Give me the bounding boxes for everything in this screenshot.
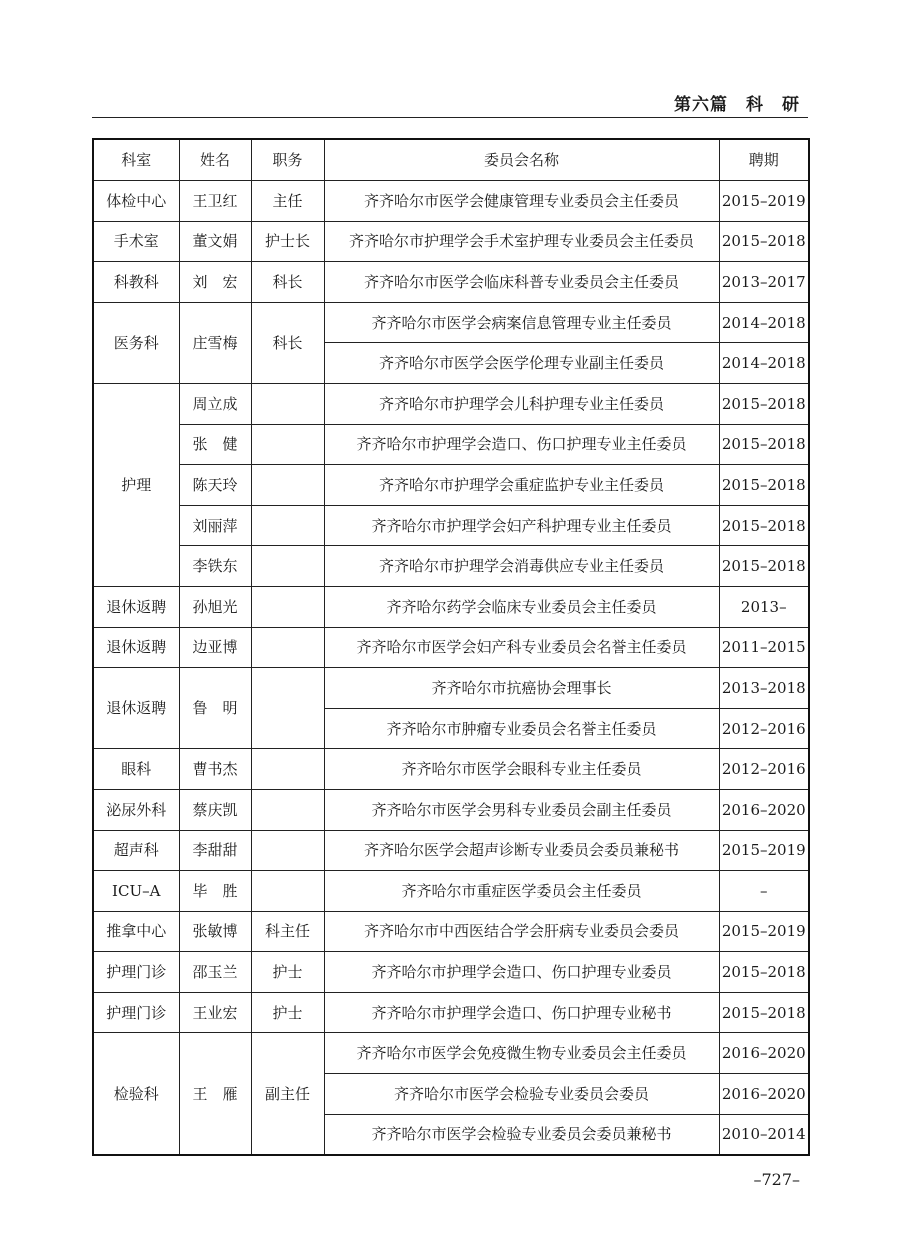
role-cell xyxy=(251,586,324,627)
committee-cell: 齐齐哈尔医学会超声诊断专业委员会委员兼秘书 xyxy=(324,830,719,871)
term-cell: 2011–2015 xyxy=(719,627,809,668)
role-cell xyxy=(251,383,324,424)
term-cell: 2015–2019 xyxy=(719,911,809,952)
committee-cell: 齐齐哈尔市护理学会造口、伤口护理专业主任委员 xyxy=(324,424,719,465)
role-cell xyxy=(251,546,324,587)
committee-cell: 齐齐哈尔市医学会病案信息管理专业主任委员 xyxy=(324,302,719,343)
term-cell: 2012–2016 xyxy=(719,749,809,790)
table-row xyxy=(93,789,809,830)
role-cell: 科长 xyxy=(251,262,324,303)
dept-cell: 护理门诊 xyxy=(93,952,179,993)
table-row xyxy=(93,749,809,790)
term-cell: – xyxy=(719,871,809,912)
committee-cell: 齐齐哈尔市护理学会造口、伤口护理专业秘书 xyxy=(324,992,719,1033)
table-body xyxy=(93,181,809,1156)
role-cell xyxy=(251,789,324,830)
name-cell: 李铁东 xyxy=(179,546,251,587)
committee-cell: 齐齐哈尔市医学会健康管理专业委员会主任委员 xyxy=(324,181,719,222)
term-cell: 2013–2018 xyxy=(719,668,809,709)
table-row xyxy=(93,830,809,871)
role-cell xyxy=(251,627,324,668)
role-cell xyxy=(251,830,324,871)
term-cell: 2015–2018 xyxy=(719,505,809,546)
table-row xyxy=(93,424,809,465)
role-cell: 科长 xyxy=(251,302,324,383)
dept-cell: ICU–A xyxy=(93,871,179,912)
role-cell: 护士 xyxy=(251,992,324,1033)
term-cell: 2015–2018 xyxy=(719,221,809,262)
table-row xyxy=(93,911,809,952)
section-header: 第六篇 科 研 xyxy=(674,95,800,115)
dept-cell: 眼科 xyxy=(93,749,179,790)
committee-cell: 齐齐哈尔市肿瘤专业委员会名誉主任委员 xyxy=(324,708,719,749)
committee-cell: 齐齐哈尔市医学会医学伦理专业副主任委员 xyxy=(324,343,719,384)
name-cell: 王卫红 xyxy=(179,181,251,222)
name-cell: 刘 宏 xyxy=(179,262,251,303)
committee-cell: 齐齐哈尔药学会临床专业委员会主任委员 xyxy=(324,586,719,627)
role-cell: 副主任 xyxy=(251,1033,324,1155)
dept-cell: 推拿中心 xyxy=(93,911,179,952)
role-cell xyxy=(251,668,324,749)
committee-cell: 齐齐哈尔市医学会免疫微生物专业委员会主任委员 xyxy=(324,1033,719,1074)
name-cell: 曹书杰 xyxy=(179,749,251,790)
term-cell: 2012–2016 xyxy=(719,708,809,749)
dept-cell: 护理门诊 xyxy=(93,992,179,1033)
dept-cell: 医务科 xyxy=(93,302,179,383)
name-cell: 张敏博 xyxy=(179,911,251,952)
committee-cell: 齐齐哈尔市护理学会造口、伤口护理专业委员 xyxy=(324,952,719,993)
name-cell: 王业宏 xyxy=(179,992,251,1033)
header-name: 姓名 xyxy=(179,139,251,181)
committee-cell: 齐齐哈尔市护理学会儿科护理专业主任委员 xyxy=(324,383,719,424)
committee-cell: 齐齐哈尔市护理学会消毒供应专业主任委员 xyxy=(324,546,719,587)
term-cell: 2016–2020 xyxy=(719,1074,809,1115)
role-cell xyxy=(251,749,324,790)
dept-cell: 检验科 xyxy=(93,1033,179,1155)
term-cell: 2014–2018 xyxy=(719,343,809,384)
name-cell: 庄雪梅 xyxy=(179,302,251,383)
term-cell: 2015–2018 xyxy=(719,952,809,993)
dept-cell: 超声科 xyxy=(93,830,179,871)
committee-cell: 齐齐哈尔市医学会妇产科专业委员会名誉主任委员 xyxy=(324,627,719,668)
dept-cell: 科教科 xyxy=(93,262,179,303)
term-cell: 2015–2018 xyxy=(719,424,809,465)
dept-cell: 退休返聘 xyxy=(93,586,179,627)
term-cell: 2010–2014 xyxy=(719,1114,809,1155)
table-row xyxy=(93,181,809,222)
name-cell: 张 健 xyxy=(179,424,251,465)
table-row xyxy=(93,221,809,262)
name-cell: 边亚博 xyxy=(179,627,251,668)
committee-cell: 齐齐哈尔市抗癌协会理事长 xyxy=(324,668,719,709)
committee-cell: 齐齐哈尔市医学会检验专业委员会委员 xyxy=(324,1074,719,1115)
header-divider xyxy=(92,117,808,118)
role-cell: 主任 xyxy=(251,181,324,222)
name-cell: 鲁 明 xyxy=(179,668,251,749)
table-row xyxy=(93,302,809,343)
term-cell: 2016–2020 xyxy=(719,1033,809,1074)
name-cell: 董文娟 xyxy=(179,221,251,262)
table-row xyxy=(93,992,809,1033)
term-cell: 2016–2020 xyxy=(719,789,809,830)
name-cell: 周立成 xyxy=(179,383,251,424)
header-role: 职务 xyxy=(251,139,324,181)
committee-table xyxy=(92,138,810,1156)
table-row xyxy=(93,546,809,587)
dept-cell: 体检中心 xyxy=(93,181,179,222)
role-cell: 护士长 xyxy=(251,221,324,262)
role-cell xyxy=(251,505,324,546)
header-term: 聘期 xyxy=(719,139,809,181)
name-cell: 毕 胜 xyxy=(179,871,251,912)
term-cell: 2013– xyxy=(719,586,809,627)
name-cell: 邵玉兰 xyxy=(179,952,251,993)
table-row xyxy=(93,668,809,709)
table-row xyxy=(93,586,809,627)
page-number: –727– xyxy=(753,1170,800,1189)
name-cell: 刘丽萍 xyxy=(179,505,251,546)
term-cell: 2013–2017 xyxy=(719,262,809,303)
term-cell: 2015–2019 xyxy=(719,181,809,222)
name-cell: 蔡庆凯 xyxy=(179,789,251,830)
name-cell: 陈天玲 xyxy=(179,465,251,506)
table-row xyxy=(93,952,809,993)
role-cell xyxy=(251,424,324,465)
header-dept: 科室 xyxy=(93,139,179,181)
name-cell: 王 雁 xyxy=(179,1033,251,1155)
committee-cell: 齐齐哈尔市护理学会妇产科护理专业主任委员 xyxy=(324,505,719,546)
role-cell: 护士 xyxy=(251,952,324,993)
term-cell: 2014–2018 xyxy=(719,302,809,343)
term-cell: 2015–2018 xyxy=(719,465,809,506)
committee-cell: 齐齐哈尔市护理学会重症监护专业主任委员 xyxy=(324,465,719,506)
table-row xyxy=(93,383,809,424)
role-cell xyxy=(251,465,324,506)
dept-cell: 护理 xyxy=(93,383,179,586)
committee-cell: 齐齐哈尔市医学会男科专业委员会副主任委员 xyxy=(324,789,719,830)
table-row xyxy=(93,505,809,546)
role-cell: 科主任 xyxy=(251,911,324,952)
dept-cell: 退休返聘 xyxy=(93,668,179,749)
committee-cell: 齐齐哈尔市护理学会手术室护理专业委员会主任委员 xyxy=(324,221,719,262)
table-row xyxy=(93,262,809,303)
header-committee: 委员会名称 xyxy=(324,139,719,181)
role-cell xyxy=(251,871,324,912)
term-cell: 2015–2018 xyxy=(719,546,809,587)
table-row xyxy=(93,465,809,506)
dept-cell: 泌尿外科 xyxy=(93,789,179,830)
dept-cell: 手术室 xyxy=(93,221,179,262)
table-header-row xyxy=(93,139,809,181)
table-row xyxy=(93,1033,809,1074)
term-cell: 2015–2018 xyxy=(719,383,809,424)
committee-cell: 齐齐哈尔市医学会检验专业委员会委员兼秘书 xyxy=(324,1114,719,1155)
name-cell: 李甜甜 xyxy=(179,830,251,871)
table-row xyxy=(93,871,809,912)
committee-cell: 齐齐哈尔市重症医学委员会主任委员 xyxy=(324,871,719,912)
committee-cell: 齐齐哈尔市医学会眼科专业主任委员 xyxy=(324,749,719,790)
term-cell: 2015–2018 xyxy=(719,992,809,1033)
name-cell: 孙旭光 xyxy=(179,586,251,627)
committee-cell: 齐齐哈尔市医学会临床科普专业委员会主任委员 xyxy=(324,262,719,303)
committee-cell: 齐齐哈尔市中西医结合学会肝病专业委员会委员 xyxy=(324,911,719,952)
table-row xyxy=(93,627,809,668)
dept-cell: 退休返聘 xyxy=(93,627,179,668)
term-cell: 2015–2019 xyxy=(719,830,809,871)
